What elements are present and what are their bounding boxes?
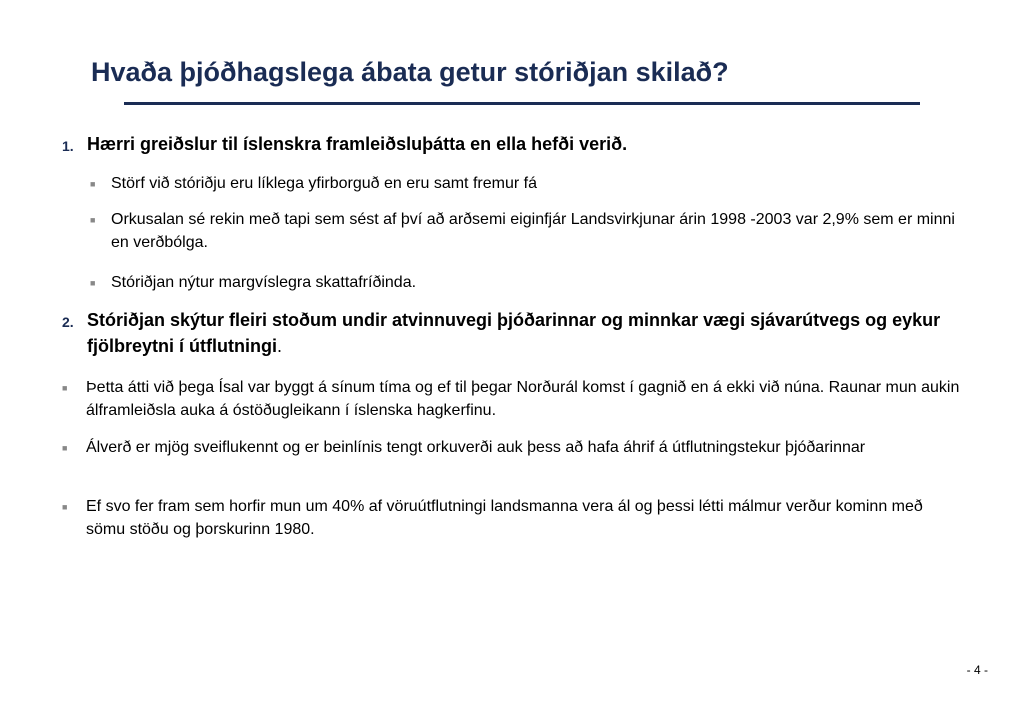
section-1-number: 1. — [62, 138, 74, 154]
section-2-heading-period: . — [276, 336, 282, 356]
section-2-heading-text: Stóriðjan skýtur fleiri stoðum undir atvinnuvegi þjóðarinnar og minnkar vægi sjávarútvegs og eykur fjölbreytni í útflutningi — [87, 310, 941, 356]
bullet-icon: ■ — [62, 383, 68, 393]
bullet-icon: ■ — [90, 215, 96, 225]
section-2-number: 2. — [62, 314, 74, 330]
section-1-heading: Hærri greiðslur til íslenskra framleiðsluþátta en ella hefði verið. — [87, 134, 628, 154]
section-1-bullet-1: Störf við stóriðju eru líklega yfirborguð en eru samt fremur fá — [111, 175, 537, 192]
section-1-bullet-2: Orkusalan sé rekin með tapi sem sést af því að arðsemi eiginfjár Landsvirkjunar árin 1998 -2003 var 2,9% sem er minni en verðbólga. — [111, 211, 955, 251]
slide-title: Hvaða þjóðhagslega ábata getur stóriðjan skilað? — [91, 57, 729, 87]
bullet-icon: ■ — [90, 278, 96, 288]
section-2-bullet-1: Þetta átti við þega Ísal var byggt á sínum tíma og ef til þegar Norðurál komst í gagnið en á ekki við núna. Raunar mun aukin álframleiðsla auka á óstöðugleikann í íslenska hagkerfinu. — [86, 379, 960, 419]
section-2-bullet-2: Álverð er mjög sveiflukennt og er beinlínis tengt orkuverði auk þess að hafa áhrif á útflutningstekur þjóðarinnar — [86, 439, 866, 456]
title-underline — [124, 102, 920, 105]
bullet-icon: ■ — [62, 502, 68, 512]
bullet-icon: ■ — [90, 179, 96, 189]
section-2-heading — [87, 307, 947, 359]
section-1-bullet-3: Stóriðjan nýtur margvíslegra skattafríðinda. — [111, 274, 417, 291]
bullet-icon: ■ — [62, 443, 68, 453]
page-number: - 4 - — [966, 663, 988, 677]
section-2-bullet-3: Ef svo fer fram sem horfir mun um 40% af vöruútflutningi landsmanna vera ál og þessi létti málmur verður kominn með sömu stöðu og þorskurinn 1980. — [86, 498, 923, 538]
